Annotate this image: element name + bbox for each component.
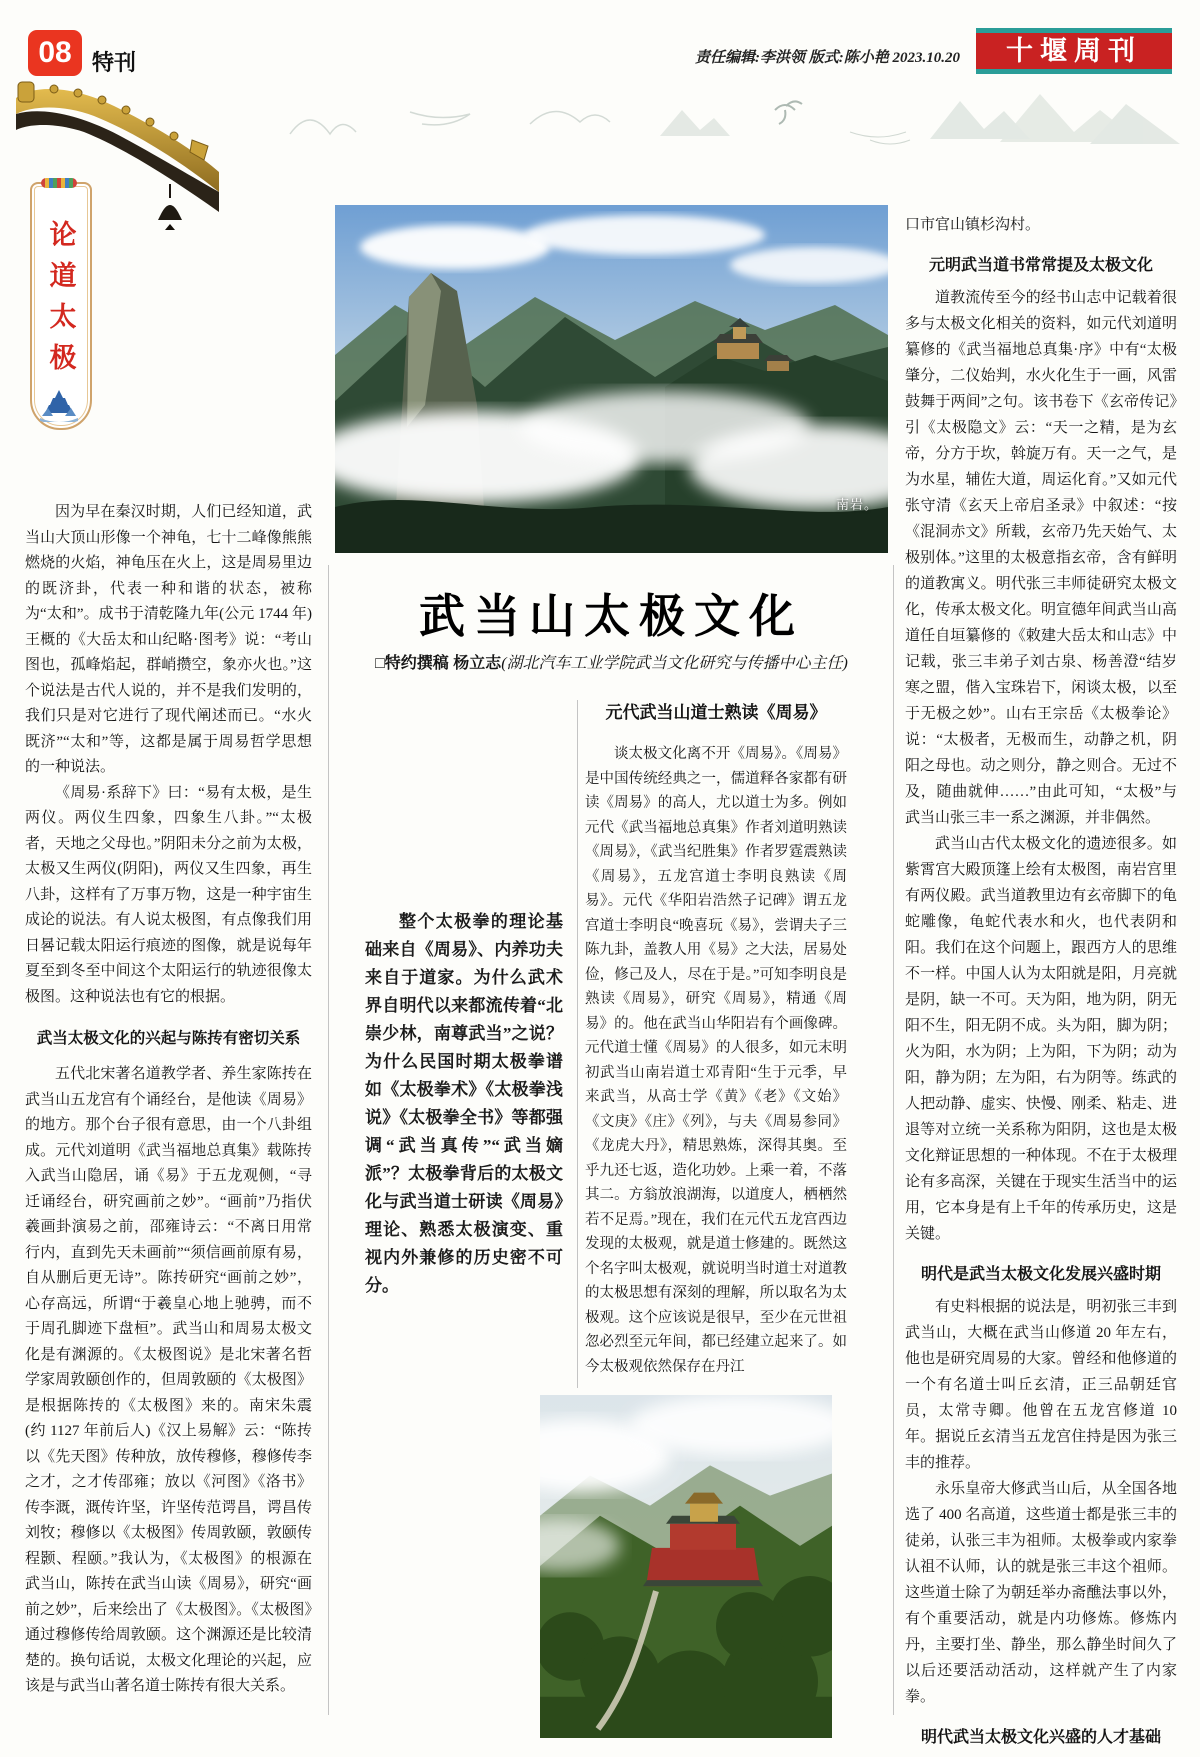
column-rule — [577, 700, 578, 1388]
section-label: 特刊 — [92, 50, 137, 75]
byline-affiliation: (湖北汽车工业学院武当文化研究与传播中心主任) — [501, 655, 848, 672]
paragraph: 永乐皇帝大修武当山后，从全国各地选了 400 名高道，这些道士都是张三丰的徒弟，认张三丰为祖师。太极拳或内家拳认祖不认师，认的就是张三丰这个祖师。这些道士除了为朝廷举办斋醮法事以外，有个重要活动，就是内功修炼。修炼内丹，主要打坐、静坐，那么静坐时间久了以后还要活动活动，这样就产生了内家拳。 — [905, 1481, 1177, 1705]
bell-icon — [158, 184, 182, 230]
tassel-ornament — [41, 178, 77, 188]
paragraph: 《周易·系辞下》曰：“易有太极，是生两仪。两仪生四象，四象生八卦。”“太极者，天地之父母也。”阴阳未分之前为太极，太极又生两仪(阴阳)，两仪又生四象，再生八卦，这样有了万事万物，这是一种宇宙生成论的说法。有人说太极图，有点像我们用日晷记载太阳运行痕迹的图像，就是说每年夏至到冬至中间这个太阳运行的轨迹很像太极图。这种说法也有它的根据。 — [25, 784, 312, 1005]
column-rule — [328, 565, 329, 1715]
section-heading: 武当太极文化的兴起与陈抟有密切关系 — [36, 1030, 301, 1047]
paragraph: 五代北宋著名道教学者、养生家陈抟在武当山五龙宫有个诵经台，是他读《周易》的地方。那个台子很有意思，由一个八卦组成。元代刘道明《武当福地总真集》载陈抟入武当山隐居，诵《易》于五龙观侧，“寻迁诵经台，研究画前之妙”。“画前”乃指伏羲画卦演易之前，邵雍诗云：“不离日用常行内，直到先天未画前”“须信画前原有易，自从删后更无诗”。陈抟研究“画前之妙”，心存高远，所谓“于羲皇心地上驰骋，而不于周孔脚迹下盘桓”。武当山和周易太极文化是有渊源的。《太极图说》是北宋著名哲学家周敦颐创作的，但周敦颐的《太极图》是根据陈抟的《太极图》来的。南宋朱震(约 1127 年前后人)《汉上易解》云：“陈抟以《先天图》传种放，放传穆修，穆修传李之才，之才传邵雍；放以《河图》《洛书》传李溉，溉传许坚，许坚传范谔昌，谔昌传刘牧；穆修以《太极图》传周敦颐，敦颐传程颢、程颐。”我认为，《太极图》的根源在武当山，陈抟在武当山读《周易》，研究“画前之妙”，后来绘出了《太极图》。《太极图》通过穆修传给周敦颐。这个渊源还是比较清楚的。换句话说，太极文化理论的兴起，应该是与武当山著名道士陈抟有很大关系。 — [25, 1066, 312, 1694]
left-column — [25, 500, 312, 1700]
pull-quote: 整个太极拳的理论基础来自《周易》、内养功夫来自于道家。为什么武术界自明代以来都流传着“北崇少林，南尊武当”之说？为什么民国时期太极拳谱如《太极拳术》《太极拳浅说》《太极拳全书》等都强调“武当真传”“武当嫡派”？太极拳背后的太极文化与武当道士研读《周易》理论、熟悉太极演变、重视内外兼修的历史密不可分。 — [365, 912, 563, 1295]
nanyan-photo — [335, 205, 888, 553]
byline — [335, 650, 888, 673]
paragraph: 武当山古代太极文化的遗迹很多。如紫霄宫大殿顶篷上绘有太极图，南岩宫里有两仪殿。武当道教里边有玄帝脚下的龟蛇雕像，龟蛇代表水和火，也代表阴和阳。我们在这个问题上，跟西方人的思维不一样。中国人认为太阳就是阳，月亮就是阴，缺一不可。天为阳，地为阴，阴无阳不生，阳无阴不成。头为阳，脚为阴；火为阳，水为阴；上为阳，下为阴；动为阳，静为阴；左为阳，右为阴等。练武的人把动静、虚实、快慢、刚柔、粘走、进退等对立统一关系称为阳阴，这也是太极文化辩证思想的一种体现。不在于太极理论有多高深，关键在于现实生活当中的运用，它本身是有上千年的传承历史，这是关键。 — [905, 836, 1177, 1242]
editor-line: 责任编辑:李洪领 版式:陈小艳 2023.10.20 — [695, 50, 960, 66]
section-heading: 明代是武当太极文化发展兴盛时期 — [920, 1266, 1161, 1283]
column-rule — [893, 565, 894, 1715]
ink-wash-decoration — [230, 84, 1180, 154]
pagoda-icon — [38, 388, 80, 422]
section-heading: 明代武当太极文化兴盛的人才基础 — [920, 1729, 1161, 1746]
paragraph: 口市官山镇杉沟村。 — [905, 217, 1041, 233]
temple-aerial-photo — [540, 1395, 832, 1738]
right-column — [905, 212, 1177, 1757]
byline-author: □特约撰稿 杨立志 — [375, 655, 502, 672]
photo-caption: 南岩。 — [835, 497, 878, 512]
middle-column — [585, 742, 847, 1379]
banner-title: 论道太极 — [45, 220, 76, 384]
section-heading: 元明武当道书常常提及太极文化 — [928, 257, 1153, 274]
paragraph: 谈太极文化离不开《周易》。《周易》是中国传统经典之一，儒道释各家都有研读《周易》的高人，尤以道士为多。例如元代《武当福地总真集》作者刘道明熟读《周易》，《武当纪胜集》作者罗霆震熟读《周易》，五龙宫道士李明良熟读《周易》。元代《华阳岩浩然子记碑》谓五龙宫道士李明良“晚喜玩《易》，尝谓夫子三陈九卦，盖教人用《易》之大法，居易处俭，修己及人，尽在于是。”可知李明良是熟读《周易》，研究《周易》，精通《周易》的。他在武当山华阳岩有个画像碑。元代道士懂《周易》的人很多，如元末明初武当山南岩道士邓青阳“生于元季，早来武当，从高士学《黄》《老》《文始》《文庚》《庄》《列》，与夫《周易参同》《龙虎大丹》，精思熟炼，深得其奥。至乎九还七返，造化功妙。上乘一着，不落其二。方翁放浪湖海，以道度人，栖栖然若不足焉。”现在，我们在元代五龙宫西边发现的太极观，就是道士修建的。既然这个名字叫太极观，就说明当时道士对道教的太极思想有深刻的理解，所以取名为太极观。这个应该说是很早，至少在元世祖忽必烈至元年间，都已经建立起来了。如今太极观依然保存在丹江 — [585, 746, 847, 1375]
vertical-banner — [30, 182, 92, 430]
paragraph: 因为早在秦汉时期，人们已经知道，武当山大顶山形像一个神龟，七十二峰像熊熊燃烧的火焰，神龟压在火上，这是周易里边的既济卦，代表一种和谐的状态，被称为“太和”。成书于清乾隆九年(公元 1744 年)王概的《大岳太和山纪略·图考》说：“考山图也，孤峰焰起，群峭攒空，象亦火也。”这个说法是古代人说的，并不是我们发明的，我们只是对它进行了现代阐述而已。“水火既济”“太和”等，这都是属于周易哲学思想的一种说法。 — [25, 504, 312, 775]
paragraph: 有史料根据的说法是，明初张三丰到武当山，大概在武当山修道 20 年左右，他也是研究周易的大家。曾经和他修道的一个有名道士叫丘玄清，正三品朝廷官员，太常寺卿。他曾在五龙宫修道 10 年。据说丘玄清当五龙宫住持是因为张三丰的推荐。 — [905, 1299, 1177, 1471]
paragraph: 道教流传至今的经书山志中记载着很多与太极文化相关的资料，如元代刘道明纂修的《武当福地总真集·序》中有“太极肇分，二仪始判，水火化生于一画，风雷鼓舞于两间”之句。该书卷下《玄帝传记》引《太极隐文》云：“天一之精，是为玄帝，分方于坎，斡旋万有。天一之气，是为水星，辅佐大道，周运化育。”又如元代张守清《玄天上帝启圣录》中叙述：“按《混洞赤文》所载，玄帝乃先天始气、太极别体。”这里的太极意指玄帝，含有鲜明的道教寓义。明代张三丰师徒研究太极文化，传承太极文化。明宣德年间武当山高道任自垣纂修的《敕建大岳太和山志》中记载，张三丰弟子刘古泉、杨善澄“结岁寒之盟，偕入宝珠岩下，闲谈太极，以至于无极之妙”。山右王宗岳《太极拳论》说：“太极者，无极而生，动静之机，阴阳之母也。动之则分，静之则合。无过不及，随曲就伸……”由此可知，“太极”与武当山张三丰一系之渊源，并非偶然。 — [905, 290, 1177, 826]
section-heading: 元代武当山道士熟读《周易》 — [605, 703, 827, 722]
article-title: 武当山太极文化 — [419, 591, 804, 642]
page-number-badge: 08 — [28, 30, 82, 76]
masthead: 十堰周刊 — [976, 28, 1172, 74]
